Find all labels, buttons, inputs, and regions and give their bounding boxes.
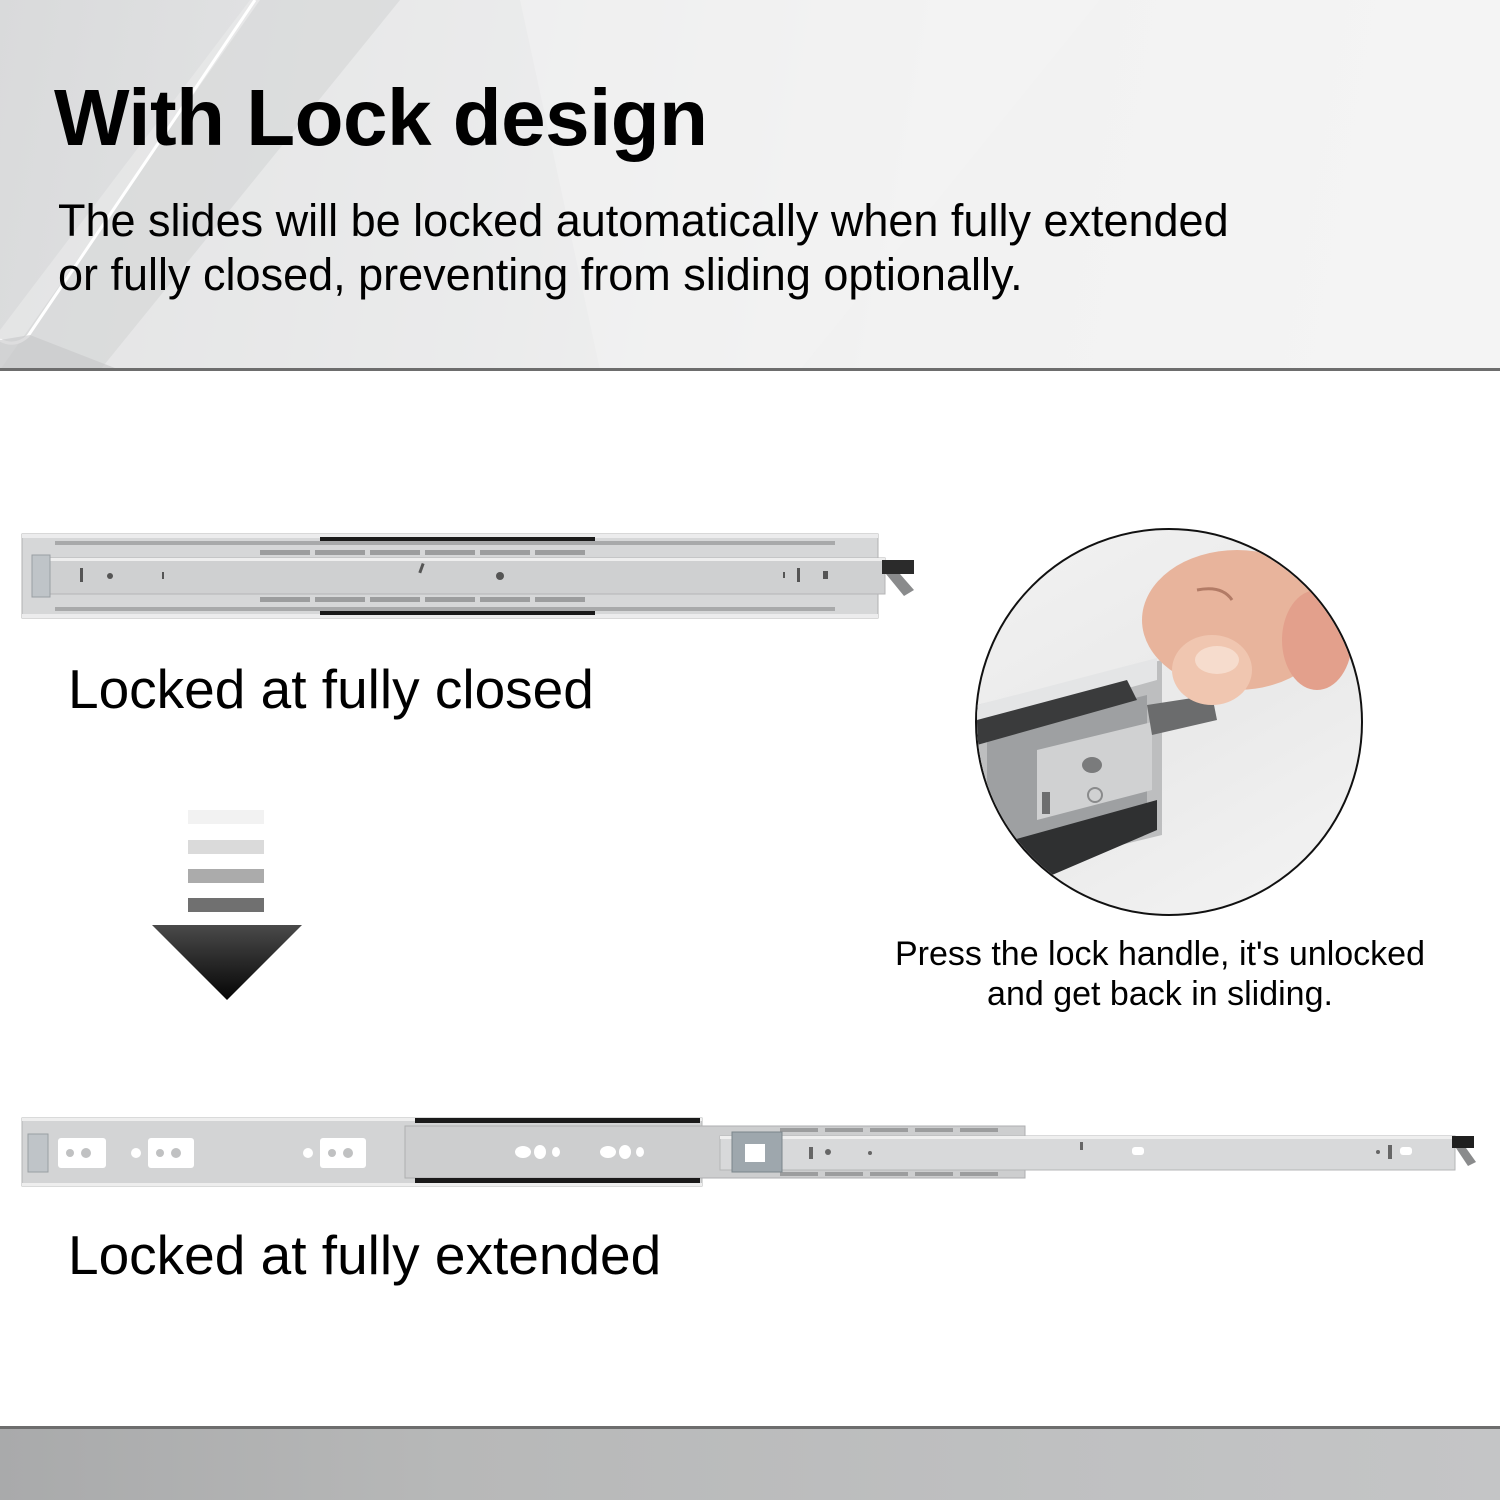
drawer-slide-closed-image <box>20 530 920 625</box>
drawer-slide-extended-image <box>20 1112 1480 1192</box>
header-divider <box>0 368 1500 371</box>
page-subtitle <box>58 194 1458 302</box>
page-title: With Lock design <box>54 73 708 162</box>
background-facet-decoration <box>0 0 1500 370</box>
subtitle-line-2: or fully closed, preventing from sliding optionally. <box>58 249 1023 300</box>
subtitle-line-1: The slides will be locked automatically when fully extended <box>58 195 1229 246</box>
locked-closed-label: Locked at fully closed <box>68 658 594 720</box>
lock-handle-caption <box>850 934 1470 1014</box>
locked-extended-label: Locked at fully extended <box>68 1224 662 1286</box>
down-arrow-icon <box>150 800 305 1005</box>
header-banner <box>0 0 1500 370</box>
caption-line-2: and get back in sliding. <box>987 975 1333 1013</box>
caption-line-1: Press the lock handle, it's unlocked <box>894 935 1425 973</box>
lock-handle-detail-photo <box>975 528 1363 916</box>
footer-band <box>0 1429 1500 1500</box>
